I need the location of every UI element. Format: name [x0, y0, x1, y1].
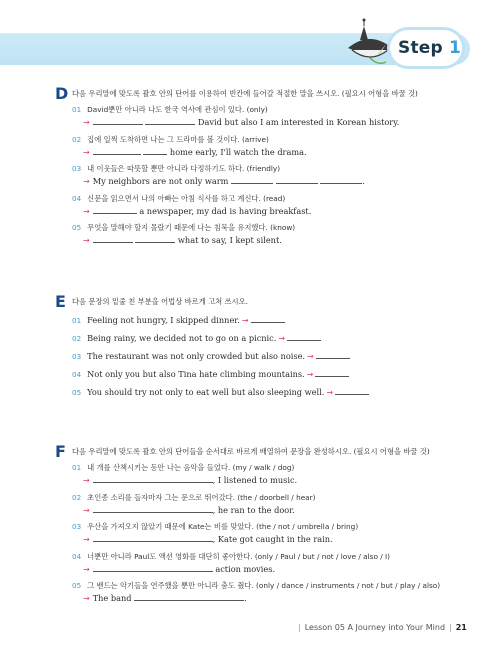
section-d-item-2: 02 집에 일찍 도착하면 나는 그 드라마를 볼 것이다. (arrive)	[72, 135, 269, 144]
section-f-instruction: 다음 우리말에 맞도록 괄호 안의 단어들을 순서대로 바르게 배열하여 문장을 완성하시오. (필요시 어형을 바꿀 것)	[72, 447, 430, 456]
section-d-answer-3: → My neighbors are not only warm .	[83, 176, 365, 186]
section-e-item-3: 03 The restaurant was not only crowded but also noise. →	[72, 351, 350, 362]
section-e-item-2: 02 Being rainy, we decided not to go on a picnic. →	[72, 333, 321, 344]
section-d-item-5: 05 무엇을 말해야 할지 몰랐기 때문에 나는 침묵을 유지했다. (know)	[72, 223, 296, 232]
section-d-instruction: 다음 우리말에 맞도록 괄호 안의 단어를 이용하여 빈칸에 들어갈 적절한 말을 쓰시오. (필요시 어형을 바꿀 것)	[72, 89, 418, 98]
section-e-item-1: 01 Feeling not hungry, I skipped dinner. →	[72, 315, 285, 326]
section-e-item-4: 04 Not only you but also Tina hate climbing mountains. →	[72, 369, 349, 380]
section-f-item-4: 04 너뿐만 아니라 Paul도 액션 영화를 대단히 좋아한다. (only / Paul / but / not / love / also / I)	[72, 552, 391, 561]
step-word: Step	[398, 38, 443, 58]
step-label	[398, 38, 461, 58]
bird-illustration-icon	[340, 18, 398, 68]
section-e-instruction: 다음 문장의 밑줄 친 부분을 어법상 바르게 고쳐 쓰시오.	[72, 297, 248, 306]
section-f-answer-1: → , I listened to music.	[83, 475, 298, 485]
section-f-item-2: 02 초인종 소리를 들자마자 그는 문으로 뛰어갔다. (the / doorbell / hear)	[72, 493, 316, 502]
section-f-letter: F	[55, 442, 66, 461]
section-e-letter: E	[55, 292, 66, 311]
section-d-answer-5: → what to say, I kept silent.	[83, 235, 282, 245]
page-number: 21	[455, 623, 467, 632]
section-d-item-4: 04 신문을 읽으면서 나의 아빠는 아침 식사를 하고 계신다. (read)	[72, 194, 286, 203]
section-d-answer-4: → a newspaper, my dad is having breakfast.	[83, 206, 312, 216]
section-f-answer-2: → , he ran to the door.	[83, 505, 295, 515]
section-d-letter: D	[55, 84, 69, 103]
section-f-item-3: 03 우산을 가져오지 않았기 때문에 Kate는 비를 맞았다. (the / not / umbrella / bring)	[72, 522, 359, 531]
lesson-title: Lesson 05 A Journey into Your Mind	[304, 623, 446, 632]
section-f-item-5: 05 그 밴드는 악기들을 연주했을 뿐만 아니라 춤도 췄다. (only / dance / instruments / not / but / play / also)	[72, 581, 441, 590]
step-number: 1	[449, 38, 462, 58]
section-e-item-5: 05 You should try not only to eat well but also sleeping well. →	[72, 387, 369, 398]
section-f-answer-4: → action movies.	[83, 564, 276, 574]
section-d-answer-1: → David but also I am interested in Korean history.	[83, 117, 400, 127]
section-f-answer-3: → , Kate got caught in the rain.	[83, 534, 333, 544]
section-d-item-3: 03 내 이웃들은 따뜻할 뿐만 아니라 다정하기도 하다. (friendly)	[72, 164, 281, 173]
section-f-item-1: 01 내 개를 산책시키는 동안 나는 음악을 들었다. (my / walk / dog)	[72, 463, 295, 472]
section-f-answer-5: → The band .	[83, 593, 247, 603]
page-footer: | Lesson 05 A Journey into Your Mind | 21	[298, 623, 467, 632]
section-d-answer-2: → home early, I'll watch the drama.	[83, 147, 307, 157]
section-d-item-1: 01 David뿐만 아니라 나도 한국 역사에 관심이 있다. (only)	[72, 105, 268, 114]
